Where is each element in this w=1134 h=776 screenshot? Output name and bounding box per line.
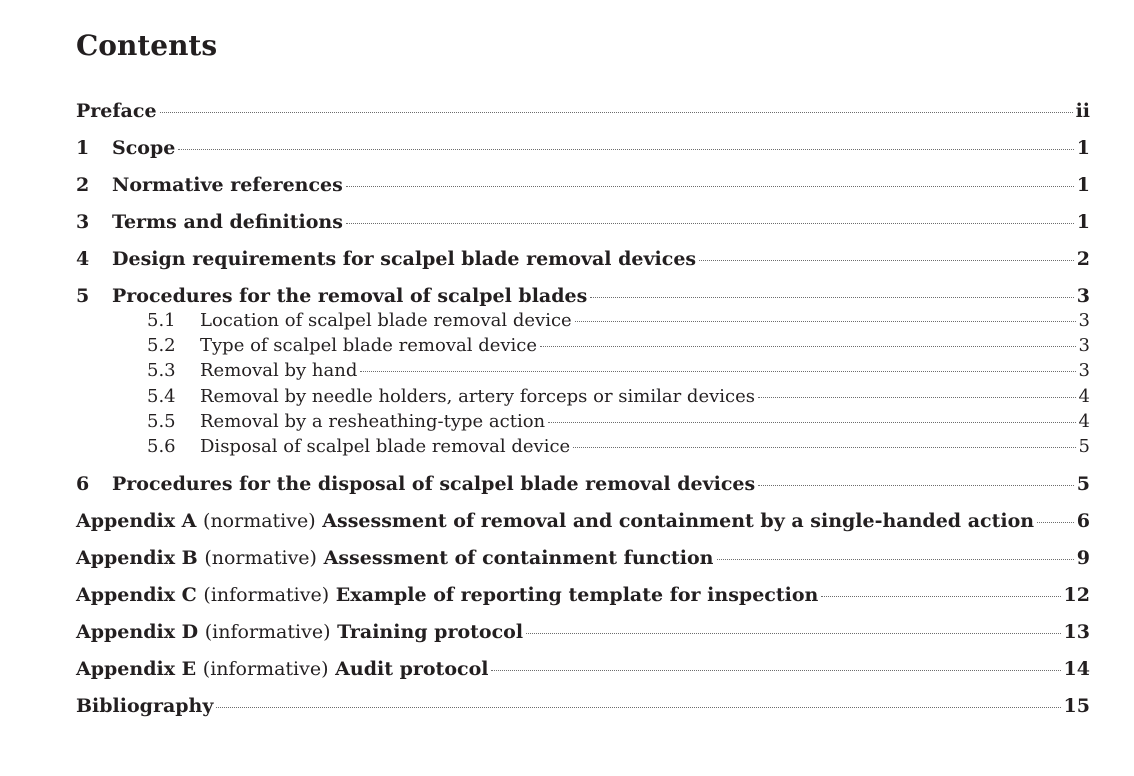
appendix-type-note: (informative) [202,658,329,680]
toc-entry-terms-definitions[interactable] [76,210,1090,234]
appendix-prefix: Appendix A [76,510,197,532]
toc-subentry-5-6[interactable] [147,435,1090,459]
toc-entry-scope[interactable] [76,136,1090,160]
toc-page-number: 5 [1076,473,1090,495]
toc-entry-design-requirements[interactable] [76,247,1090,271]
toc-page-number: 4 [1078,411,1090,432]
dot-leader [526,633,1061,634]
dot-leader [758,397,1076,398]
toc-entry-normative-references[interactable] [76,173,1090,197]
appendix-type-note: (normative) [204,547,317,569]
dot-leader [573,447,1075,448]
toc-entry-label [76,657,488,681]
toc-page-number: 1 [1076,174,1090,196]
appendix-title: Assessment of containment function [323,547,714,569]
page-title: Contents [76,29,218,62]
toc-entry-number: 5 [76,285,90,307]
toc-page-number: 1 [1076,137,1090,159]
toc-entry-bibliography[interactable] [76,694,1090,718]
toc-entry-number: 5.3 [147,360,176,381]
toc-entry-label: Location of scalpel blade removal device [200,310,572,331]
toc-entry-label: Disposal of scalpel blade removal device [200,436,571,457]
toc-entry-label: Bibliography [76,695,214,717]
dot-leader [590,297,1073,298]
toc-page-number: 4 [1078,386,1090,407]
dot-leader [699,260,1074,261]
dot-leader [575,321,1076,322]
dot-leader [821,596,1060,597]
toc-subentry-5-2[interactable] [147,334,1090,358]
toc-entry-number: 5.6 [147,436,176,457]
toc-subentry-5-5[interactable] [147,410,1090,434]
toc-page-number: 12 [1063,584,1090,606]
toc-page-number: 2 [1076,248,1090,270]
toc-subentry-5-4[interactable] [147,385,1090,409]
toc-entry-label: Normative references [112,174,343,196]
dot-leader [216,707,1060,708]
toc-entry-number: 1 [76,137,90,159]
dot-leader [346,223,1074,224]
toc-entry-appendix-b[interactable] [76,546,1090,570]
toc-entry-label: Procedures for the removal of scalpel blades [112,285,588,307]
dot-leader [160,112,1073,113]
toc-entry-number: 3 [76,211,90,233]
toc-entry-label [76,583,818,607]
toc-entry-number: 5.1 [147,310,176,331]
toc-entry-appendix-d[interactable] [76,620,1090,644]
appendix-prefix: Appendix E [76,658,197,680]
dot-leader [717,559,1074,560]
dot-leader [346,186,1074,187]
appendix-prefix: Appendix D [76,621,199,643]
toc-entry-label: Scope [112,137,176,159]
toc-entry-number: 4 [76,248,90,270]
toc-entry-number: 2 [76,174,90,196]
toc-entry-appendix-a[interactable] [76,509,1090,533]
toc-page-number: 6 [1076,510,1090,532]
toc-entry-removal-procedures[interactable] [76,284,1090,308]
toc-entry-label: Removal by a resheathing-type action [200,411,546,432]
dot-leader [1037,522,1074,523]
toc-entry-label [76,620,523,644]
toc-entry-label: Removal by hand [200,360,358,381]
toc-page-number: 14 [1063,658,1090,680]
toc-page-number: 1 [1076,211,1090,233]
toc-entry-label [76,509,1034,533]
dot-leader [178,149,1073,150]
appendix-title: Training protocol [337,621,524,643]
dot-leader [360,371,1075,372]
appendix-title: Example of reporting template for inspection [335,584,819,606]
toc-page-number: 3 [1076,285,1090,307]
appendix-title: Audit protocol [335,658,489,680]
toc-entry-label: Type of scalpel blade removal device [200,335,538,356]
toc-entry-preface[interactable] [76,99,1090,123]
appendix-type-note: (normative) [203,510,316,532]
dot-leader [540,346,1076,347]
toc-page-number: 13 [1063,621,1090,643]
toc-entry-appendix-c[interactable] [76,583,1090,607]
toc-entry-label: Procedures for the disposal of scalpel blade removal devices [112,473,756,495]
toc-entry-appendix-e[interactable] [76,657,1090,681]
toc-entry-number: 6 [76,473,90,495]
toc-entry-label: Design requirements for scalpel blade removal devices [112,248,697,270]
toc-entry-number: 5.4 [147,386,176,407]
toc-subentry-5-1[interactable] [147,309,1090,333]
toc-page-number: 15 [1063,695,1090,717]
toc-entry-label [76,546,714,570]
toc-page-number: 9 [1076,547,1090,569]
toc-entry-label: Terms and definitions [112,211,343,233]
toc-page-number: 3 [1078,310,1090,331]
appendix-prefix: Appendix C [76,584,197,606]
appendix-type-note: (informative) [204,621,331,643]
appendix-title: Assessment of removal and containment by a single-handed action [322,510,1035,532]
appendix-type-note: (informative) [203,584,330,606]
toc-entry-number: 5.2 [147,335,176,356]
dot-leader [548,422,1075,423]
toc-entry-disposal-procedures[interactable] [76,472,1090,496]
dot-leader [758,485,1074,486]
toc-entry-label: Removal by needle holders, artery forceps or similar devices [200,386,756,407]
toc-page-number: 3 [1078,360,1090,381]
toc-subentry-5-3[interactable] [147,359,1090,383]
dot-leader [491,670,1060,671]
toc-page-number: ii [1075,100,1090,122]
toc-page-number: 5 [1078,436,1090,457]
toc-entry-number: 5.5 [147,411,176,432]
toc-page-number: 3 [1078,335,1090,356]
appendix-prefix: Appendix B [76,547,198,569]
toc-entry-label: Preface [76,100,157,122]
